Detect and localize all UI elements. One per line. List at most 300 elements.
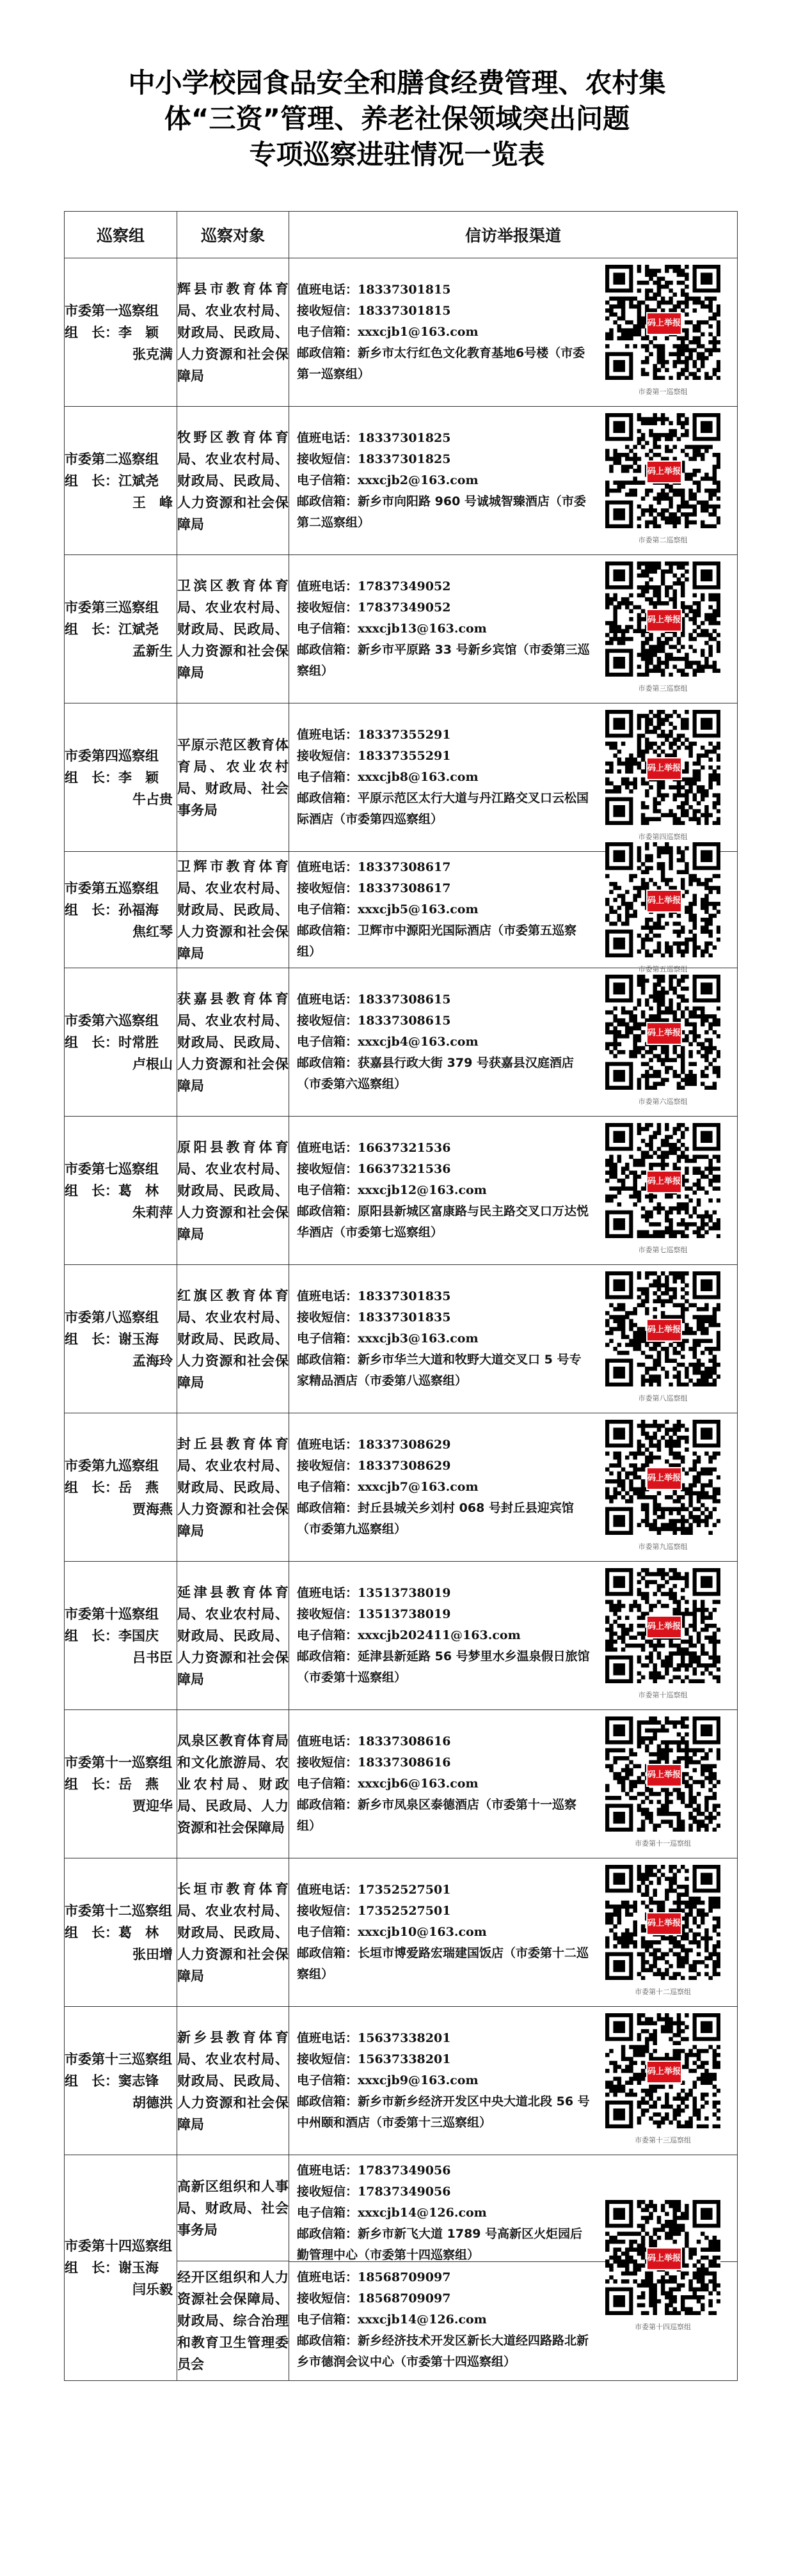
post-label: 邮政信箱：	[297, 1056, 358, 1070]
sms-label: 接收短信：	[297, 1162, 358, 1176]
sms-label: 接收短信：	[297, 1459, 358, 1473]
group-leader	[65, 1180, 177, 1202]
post-line	[297, 491, 590, 533]
email-label: 电子信箱：	[297, 325, 358, 339]
leader-label: 组 长：	[65, 2073, 118, 2089]
target-cell: 牧野区教育体育局、农业农村局、财政局、民政局、人力资源和社会保障局	[177, 407, 289, 555]
qr-code-icon[interactable]	[605, 2200, 720, 2315]
qr-caption: 市委第五巡察组	[638, 964, 688, 973]
duty-line	[297, 2267, 590, 2288]
email-label: 电子信箱：	[297, 473, 358, 487]
table-row	[65, 2155, 738, 2261]
group-cell	[65, 1562, 177, 1710]
sms-phone: 17837349056	[358, 2185, 451, 2199]
post-line	[297, 640, 590, 682]
group-leader	[65, 767, 177, 789]
leader-label: 组 长：	[65, 1776, 118, 1792]
leader-name: 孙福海	[118, 902, 159, 918]
qr-code-icon[interactable]	[605, 413, 720, 528]
qr-code-block	[600, 1865, 726, 2000]
sms-label: 接收短信：	[297, 304, 358, 318]
leader-name: 谢玉海	[118, 2260, 159, 2275]
sms-label: 接收短信：	[297, 2291, 358, 2305]
group-deputy: 闫乐毅	[132, 2282, 173, 2297]
leader-name: 李 颖	[118, 769, 159, 785]
email-label: 电子信箱：	[297, 1628, 358, 1642]
group-cell	[65, 1858, 177, 2007]
duty-label: 值班电话：	[297, 2031, 358, 2045]
target-cell: 平原示范区教育体育局、农业农村局、财政局、社会事务局	[177, 703, 289, 852]
post-label: 邮政信箱：	[297, 923, 358, 938]
leader-label: 组 长：	[65, 1034, 118, 1050]
sms-label: 接收短信：	[297, 2185, 358, 2199]
sms-label: 接收短信：	[297, 452, 358, 466]
duty-label: 值班电话：	[297, 1141, 358, 1155]
group-leader	[65, 1032, 177, 1053]
post-label: 邮政信箱：	[297, 346, 358, 360]
target-cell: 卫滨区教育体育局、农业农村局、财政局、民政局、人力资源和社会保障局	[177, 555, 289, 703]
group-cell	[65, 2155, 177, 2381]
email-line	[297, 899, 590, 920]
group-leader	[65, 322, 177, 343]
duty-line	[297, 1731, 590, 1752]
qr-report-badge: 码上举报	[646, 2247, 682, 2270]
qr-code-icon[interactable]	[605, 1123, 720, 1238]
qr-caption: 市委第十四巡察组	[635, 2323, 691, 2331]
duty-label: 值班电话：	[297, 2270, 358, 2284]
group-cell	[65, 1710, 177, 1858]
email-label: 电子信箱：	[297, 1925, 358, 1939]
qr-code-block	[600, 2200, 726, 2336]
sms-phone: 18568709097	[358, 2291, 451, 2305]
post-label: 邮政信箱：	[297, 1798, 358, 1812]
duty-label: 值班电话：	[297, 431, 358, 445]
table-row	[65, 1265, 738, 1413]
post-address: 新乡市向阳路 960 号诚城智臻酒店（市委第二巡察组）	[297, 494, 586, 530]
target-cell: 封丘县教育体育局、农业农村局、财政局、民政局、人力资源和社会保障局	[177, 1413, 289, 1562]
duty-phone: 18337308629	[358, 1438, 451, 1452]
qr-code-icon[interactable]	[605, 1420, 720, 1535]
group-deputy: 张克满	[132, 346, 173, 362]
table-row	[65, 555, 738, 703]
group-leader	[65, 2257, 177, 2279]
leader-name: 江斌尧	[118, 621, 159, 637]
channel-cell	[289, 1710, 738, 1858]
email-line	[297, 322, 590, 343]
qr-code-block	[600, 710, 726, 845]
group-cell	[65, 968, 177, 1117]
group-name: 市委第六巡察组	[65, 1012, 159, 1028]
sms-phone: 15637338201	[358, 2052, 451, 2066]
group-name: 市委第十二巡察组	[65, 1903, 172, 1919]
duty-line	[297, 725, 590, 746]
qr-code-block	[600, 975, 726, 1110]
duty-phone: 18568709097	[358, 2270, 451, 2284]
qr-caption: 市委第十二巡察组	[635, 1987, 691, 1996]
title-line-3: 专项巡察进驻情况一览表	[249, 139, 545, 170]
email-address[interactable]: xxxcjb10@163.com	[358, 1925, 487, 1939]
qr-report-badge: 码上举报	[646, 1764, 682, 1787]
duty-label: 值班电话：	[297, 2164, 358, 2178]
group-name: 市委第一巡察组	[65, 302, 159, 318]
post-address: 新乡市太行红色文化教育基地6号楼（市委第一巡察组）	[297, 346, 585, 381]
sms-line	[297, 301, 590, 322]
sms-line	[297, 1307, 590, 1328]
post-address: 封丘县城关乡刘村 068 号封丘县迎宾馆（市委第九巡察组）	[297, 1501, 574, 1536]
leader-label: 组 长：	[65, 769, 118, 785]
duty-label: 值班电话：	[297, 1883, 358, 1897]
group-name: 市委第十三巡察组	[65, 2051, 172, 2067]
leader-name: 谢玉海	[118, 1331, 159, 1347]
header-target: 巡察对象	[177, 212, 289, 258]
sms-phone: 18337308615	[358, 1014, 451, 1028]
group-name: 市委第八巡察组	[65, 1309, 159, 1325]
sms-label: 接收短信：	[297, 2052, 358, 2066]
qr-report-badge: 码上举报	[646, 1022, 682, 1045]
sms-phone: 17352527501	[358, 1904, 451, 1918]
duty-line	[297, 857, 590, 878]
email-address[interactable]: xxxcjb2@163.com	[358, 473, 479, 487]
duty-label: 值班电话：	[297, 1734, 358, 1748]
post-line	[297, 1943, 590, 1985]
leader-name: 岳 燕	[118, 1776, 159, 1792]
post-line	[297, 343, 590, 385]
target-cell: 经开区组织和人力资源社会保障局、财政局、综合治理和教育卫生管理委员会	[177, 2261, 289, 2381]
email-line	[297, 2070, 590, 2091]
sms-line	[297, 746, 590, 767]
qr-code-block	[600, 1271, 726, 1407]
channel-cell	[289, 1562, 738, 1710]
email-address[interactable]: xxxcjb4@163.com	[358, 1035, 479, 1049]
sms-line	[297, 1604, 590, 1625]
leader-name: 李 颖	[118, 324, 159, 340]
leader-label: 组 长：	[65, 1182, 118, 1198]
sms-line	[297, 878, 590, 899]
email-line	[297, 1328, 590, 1349]
post-label: 邮政信箱：	[297, 2094, 358, 2109]
qr-code-icon[interactable]	[605, 1568, 720, 1683]
qr-caption: 市委第二巡察组	[638, 535, 688, 544]
leader-name: 李国庆	[118, 1628, 159, 1644]
leader-label: 组 长：	[65, 1479, 118, 1495]
email-line	[297, 1773, 590, 1795]
table-row	[65, 407, 738, 555]
qr-code-block	[600, 562, 726, 697]
group-leader	[65, 1328, 177, 1350]
post-line	[297, 788, 590, 830]
leader-name: 葛 林	[118, 1182, 159, 1198]
post-line	[297, 1795, 590, 1837]
leader-label: 组 长：	[65, 902, 118, 918]
qr-code-icon[interactable]	[605, 975, 720, 1090]
sms-line	[297, 2049, 590, 2070]
qr-caption: 市委第九巡察组	[638, 1542, 688, 1551]
qr-report-badge: 码上举报	[646, 312, 682, 335]
email-label: 电子信箱：	[297, 1777, 358, 1791]
duty-phone: 17837349056	[358, 2164, 451, 2178]
duty-label: 值班电话：	[297, 860, 358, 874]
group-leader	[65, 2070, 177, 2092]
group-cell	[65, 1265, 177, 1413]
post-address: 新乡经济技术开发区新长大道经四路路北新乡市德润会议中心（市委第十四巡察组）	[297, 2334, 589, 2369]
sms-line	[297, 449, 590, 470]
email-label: 电子信箱：	[297, 1331, 358, 1346]
qr-caption: 市委第七巡察组	[638, 1245, 688, 1254]
post-label: 邮政信箱：	[297, 1204, 358, 1218]
post-address: 新乡市平原路 33 号新乡宾馆（市委第三巡察组）	[297, 643, 590, 678]
channel-cell	[289, 1413, 738, 1562]
group-name: 市委第九巡察组	[65, 1457, 159, 1473]
duty-label: 值班电话：	[297, 1289, 358, 1303]
target-cell: 长垣市教育体育局、农业农村局、财政局、民政局、人力资源和社会保障局	[177, 1858, 289, 2007]
qr-code-block	[600, 1568, 726, 1704]
duty-line	[297, 989, 590, 1010]
channel-cell	[289, 258, 738, 407]
sms-phone: 18337301825	[358, 452, 451, 466]
qr-code-block	[600, 2013, 726, 2149]
qr-code-icon[interactable]	[605, 1271, 720, 1386]
duty-phone: 17352527501	[358, 1883, 451, 1897]
email-address[interactable]: xxxcjb13@163.com	[358, 622, 487, 636]
duty-line	[297, 279, 590, 301]
sms-line	[297, 2288, 590, 2309]
duty-label: 值班电话：	[297, 728, 358, 742]
email-label: 电子信箱：	[297, 2313, 358, 2327]
email-address[interactable]: xxxcjb12@163.com	[358, 1183, 487, 1197]
table-row	[65, 1710, 738, 1858]
sms-label: 接收短信：	[297, 1904, 358, 1918]
leader-label: 组 长：	[65, 1628, 118, 1644]
email-line	[297, 1477, 590, 1498]
qr-code-icon[interactable]	[605, 842, 720, 957]
email-line	[297, 1922, 590, 1943]
qr-report-badge: 码上举报	[646, 1319, 682, 1342]
post-line	[297, 2091, 590, 2133]
group-leader	[65, 1625, 177, 1647]
group-name: 市委第五巡察组	[65, 880, 159, 896]
post-line	[297, 1498, 590, 1540]
qr-report-badge: 码上举报	[646, 1615, 682, 1638]
target-cell: 卫辉市教育体育局、农业农村局、财政局、民政局、人力资源和社会保障局	[177, 852, 289, 968]
leader-label: 组 长：	[65, 1924, 118, 1940]
title-line-1: 中小学校园食品安全和膳食经费管理、农村集	[128, 67, 666, 98]
email-label: 电子信箱：	[297, 2206, 358, 2220]
channel-cell	[289, 1858, 738, 2007]
qr-code-block	[600, 1716, 726, 1852]
table-row	[65, 1858, 738, 2007]
header-group: 巡察组	[65, 212, 177, 258]
group-leader	[65, 899, 177, 921]
sms-line	[297, 1010, 590, 1032]
group-leader	[65, 1922, 177, 1944]
group-deputy: 卢根山	[132, 1056, 173, 1072]
email-label: 电子信箱：	[297, 622, 358, 636]
email-address[interactable]: xxxcjb14@126.com	[358, 2313, 487, 2327]
duty-label: 值班电话：	[297, 993, 358, 1007]
group-name: 市委第二巡察组	[65, 451, 159, 467]
post-label: 邮政信箱：	[297, 2227, 358, 2241]
inspection-table	[64, 211, 738, 2381]
post-address: 新乡市华兰大道和牧野大道交叉口 5 号专家精品酒店（市委第八巡察组）	[297, 1353, 582, 1388]
group-name: 市委第四巡察组	[65, 748, 159, 764]
group-cell	[65, 1117, 177, 1265]
qr-caption: 市委第四巡察组	[638, 832, 688, 841]
channel-cell	[289, 1265, 738, 1413]
group-cell	[65, 703, 177, 852]
duty-label: 值班电话：	[297, 1438, 358, 1452]
qr-caption: 市委第三巡察组	[638, 684, 688, 693]
email-address[interactable]: xxxcjb6@163.com	[358, 1777, 479, 1791]
channel-cell	[289, 703, 738, 852]
table-row	[65, 1562, 738, 1710]
duty-phone: 18337301815	[358, 283, 451, 297]
sms-label: 接收短信：	[297, 1014, 358, 1028]
table-row	[65, 258, 738, 407]
post-label: 邮政信箱：	[297, 494, 358, 508]
email-line	[297, 1625, 590, 1646]
duty-line	[297, 2028, 590, 2049]
sms-phone: 18337301835	[358, 1310, 451, 1324]
qr-code-block	[600, 842, 726, 978]
email-address[interactable]: xxxcjb9@163.com	[358, 2073, 479, 2087]
table-row	[65, 852, 738, 968]
email-line	[297, 1032, 590, 1053]
duty-phone: 18337301835	[358, 1289, 451, 1303]
leader-name: 岳 燕	[118, 1479, 159, 1495]
email-label: 电子信箱：	[297, 1183, 358, 1197]
qr-report-badge: 码上举报	[646, 2061, 682, 2084]
sms-line	[297, 597, 590, 618]
group-deputy: 朱莉萍	[132, 1204, 173, 1220]
post-address: 新乡市新飞大道 1789 号高新区火炬园后勤管理中心（市委第十四巡察组）	[297, 2227, 583, 2262]
email-address[interactable]: xxxcjb3@163.com	[358, 1331, 479, 1346]
group-deputy: 王 峰	[132, 494, 173, 510]
target-cell: 凤泉区教育体育局和文化旅游局、农业农村局、财政局、民政局、人力资源和社会保障局	[177, 1710, 289, 1858]
qr-code-icon[interactable]	[605, 710, 720, 825]
qr-code-block	[600, 1420, 726, 1555]
sms-line	[297, 1456, 590, 1477]
leader-label: 组 长：	[65, 2260, 118, 2275]
group-deputy: 焦红琴	[132, 923, 173, 939]
sms-label: 接收短信：	[297, 1755, 358, 1770]
email-line	[297, 470, 590, 491]
leader-name: 时常胜	[118, 1034, 159, 1050]
email-label: 电子信箱：	[297, 770, 358, 784]
qr-caption: 市委第六巡察组	[638, 1097, 688, 1106]
email-line	[297, 1180, 590, 1201]
channel-cell	[289, 968, 738, 1117]
sms-line	[297, 1901, 590, 1922]
qr-code-icon[interactable]	[605, 265, 720, 380]
table-row	[65, 1413, 738, 1562]
post-address: 原阳县新城区富康路与民主路交叉口万达悦华酒店（市委第七巡察组）	[297, 1204, 589, 1239]
email-address[interactable]: xxxcjb7@163.com	[358, 1480, 479, 1494]
qr-report-badge: 码上举报	[646, 890, 682, 913]
qr-caption: 市委第一巡察组	[638, 387, 688, 396]
post-label: 邮政信箱：	[297, 791, 358, 805]
sms-phone: 18337301815	[358, 304, 451, 318]
target-cell: 原阳县教育体育局、农业农村局、财政局、民政局、人力资源和社会保障局	[177, 1117, 289, 1265]
post-address: 平原示范区太行大道与丹江路交叉口云松国际酒店（市委第四巡察组）	[297, 791, 589, 826]
email-address[interactable]: xxxcjb5@163.com	[358, 902, 479, 916]
duty-phone: 15637338201	[358, 2031, 451, 2045]
duty-phone: 17837349052	[358, 579, 451, 593]
document-title	[0, 65, 794, 173]
qr-code-icon[interactable]	[605, 562, 720, 677]
sms-line	[297, 2181, 590, 2203]
leader-label: 组 长：	[65, 324, 118, 340]
duty-line	[297, 576, 590, 597]
qr-caption: 市委第十一巡察组	[635, 1839, 691, 1848]
sms-label: 接收短信：	[297, 749, 358, 763]
channel-cell	[289, 2007, 738, 2155]
target-cell: 新乡县教育体育局、农业农村局、财政局、民政局、人力资源和社会保障局	[177, 2007, 289, 2155]
qr-code-icon[interactable]	[605, 2013, 720, 2128]
email-line	[297, 2309, 590, 2330]
duty-phone: 18337308617	[358, 860, 451, 874]
email-address[interactable]: xxxcjb14@126.com	[358, 2206, 487, 2220]
email-line	[297, 618, 590, 640]
group-name: 市委第三巡察组	[65, 599, 159, 615]
sms-phone: 18337308617	[358, 881, 451, 895]
target-cell: 延津县教育体育局、农业农村局、财政局、民政局、人力资源和社会保障局	[177, 1562, 289, 1710]
duty-line	[297, 1434, 590, 1456]
post-line	[297, 1053, 590, 1095]
post-line	[297, 1349, 590, 1392]
table-row	[65, 1117, 738, 1265]
sms-label: 接收短信：	[297, 881, 358, 895]
group-deputy: 孟新生	[132, 643, 173, 659]
group-name: 市委第七巡察组	[65, 1161, 159, 1177]
target-cell: 高新区组织和人事局、财政局、社会事务局	[177, 2155, 289, 2261]
target-cell: 获嘉县教育体育局、农业农村局、财政局、民政局、人力资源和社会保障局	[177, 968, 289, 1117]
post-address: 新乡市凤泉区泰德酒店（市委第十一巡察组）	[297, 1798, 577, 1833]
group-cell	[65, 555, 177, 703]
post-label: 邮政信箱：	[297, 2334, 358, 2348]
channel-cell	[289, 1117, 738, 1265]
title-line-2: 体“三资”管理、养老社保领域突出问题	[164, 103, 630, 134]
qr-code-icon[interactable]	[605, 1716, 720, 1832]
sms-phone: 16637321536	[358, 1162, 451, 1176]
qr-code-icon[interactable]	[605, 1865, 720, 1980]
email-label: 电子信箱：	[297, 1480, 358, 1494]
group-deputy: 孟海玲	[132, 1353, 173, 1369]
group-deputy: 贾海燕	[132, 1501, 173, 1517]
sms-line	[297, 1159, 590, 1180]
qr-report-badge: 码上举报	[646, 1467, 682, 1490]
sms-label: 接收短信：	[297, 601, 358, 615]
post-label: 邮政信箱：	[297, 1353, 358, 1367]
post-line	[297, 920, 590, 962]
email-address[interactable]: xxxcjb1@163.com	[358, 325, 479, 339]
group-deputy: 贾迎华	[132, 1798, 173, 1814]
group-cell	[65, 2007, 177, 2155]
post-label: 邮政信箱：	[297, 1946, 358, 1960]
leader-label: 组 长：	[65, 473, 118, 489]
group-deputy: 吕书臣	[132, 1649, 173, 1665]
post-address: 新乡市新乡经济开发区中央大道北段 56 号中州颐和酒店（市委第十三巡察组）	[297, 2094, 590, 2130]
email-address[interactable]: xxxcjb202411@163.com	[358, 1628, 521, 1642]
group-cell	[65, 407, 177, 555]
channel-cell	[289, 555, 738, 703]
sms-phone: 18337355291	[358, 749, 451, 763]
duty-line	[297, 428, 590, 449]
email-label: 电子信箱：	[297, 902, 358, 916]
email-address[interactable]: xxxcjb8@163.com	[358, 770, 479, 784]
sms-label: 接收短信：	[297, 1310, 358, 1324]
target-cell: 辉县市教育体育局、农业农村局、财政局、民政局、人力资源和社会保障局	[177, 258, 289, 407]
sms-phone: 17837349052	[358, 601, 451, 615]
